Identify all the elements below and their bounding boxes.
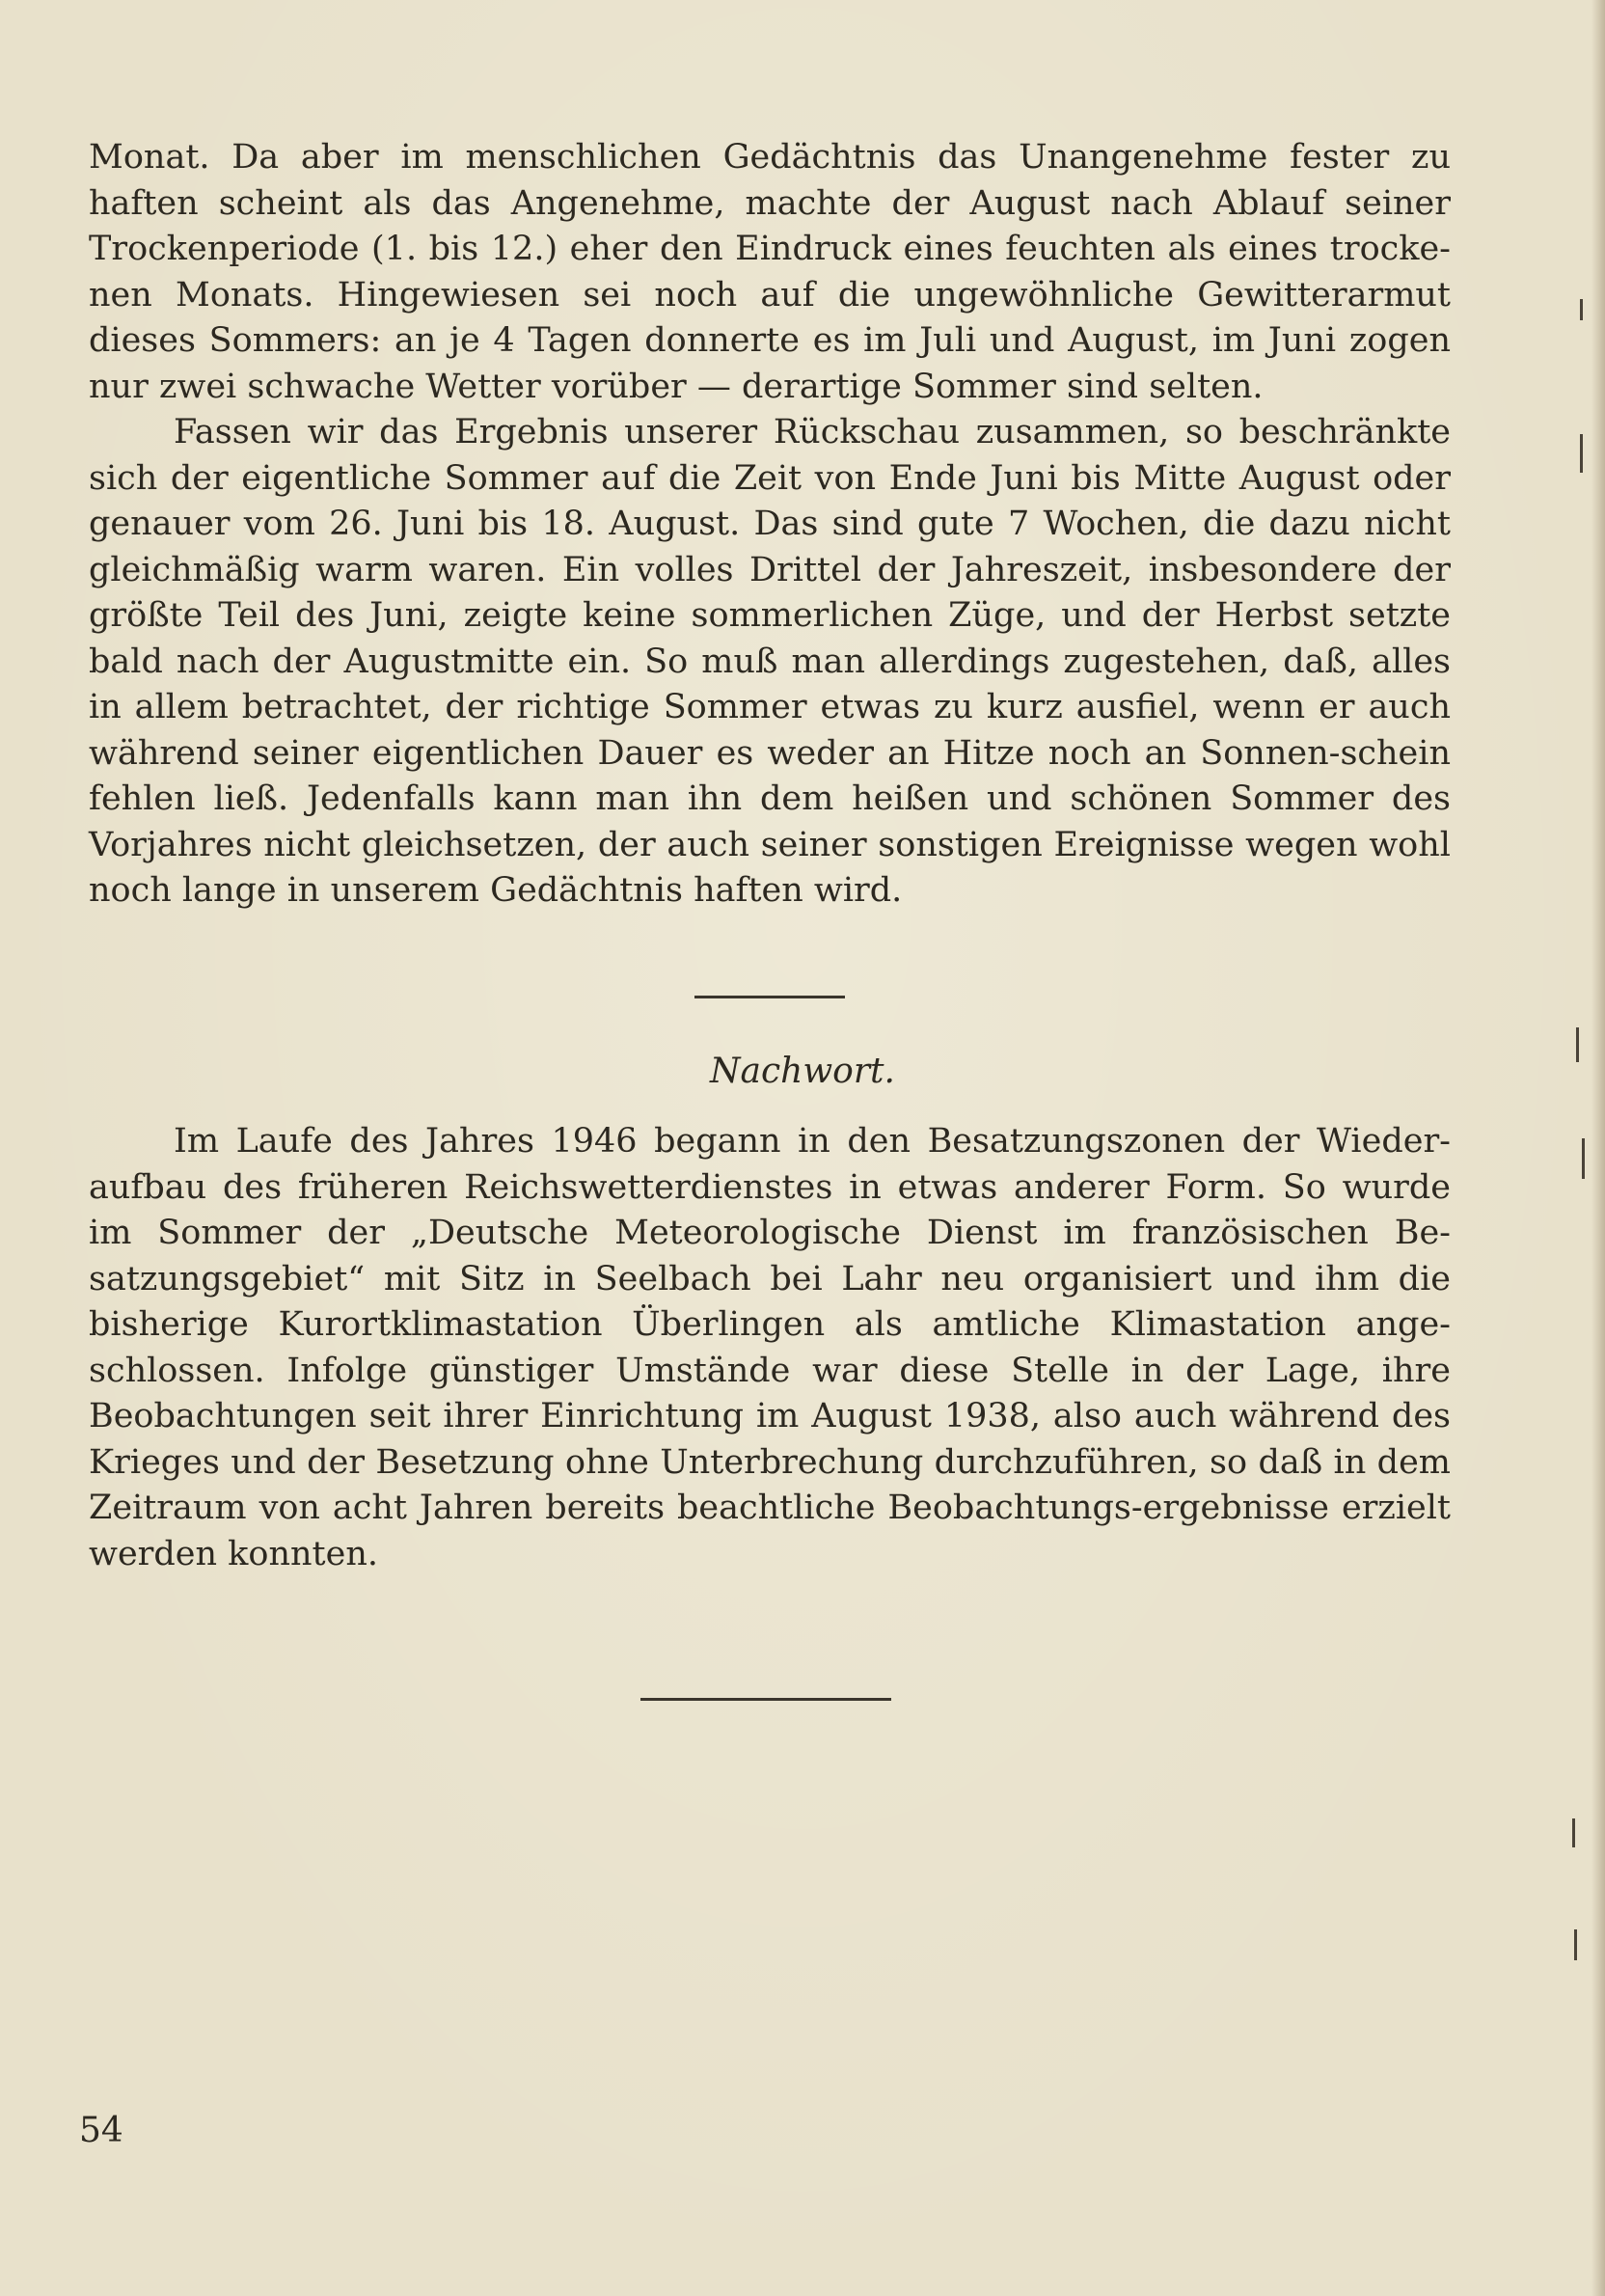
margin-mark [1580,299,1583,320]
margin-mark [1580,434,1583,473]
section-divider-top [694,996,845,998]
page-number: 54 [79,2111,123,2150]
margin-mark [1576,1027,1579,1062]
paragraph-nachwort: Im Laufe des Jahres 1946 begann in den Besatzungszonen der Wieder-aufbau des früheren Reichswetterdienstes in etwas anderer Form. So wurde im Sommer der „Deutsche Meteorologische Dienst im französischen Be-satzungsgebiet“ mit Sitz in Seelbach bei Lahr neu organisiert und ihm die bisherige Kurortklimastation Überlingen als amtliche Klimastation ange-schlossen. Infolge günstiger Umstände war diese Stelle in der Lage, ihre Beobachtungen seit ihrer Einrichtung im August 1938, also auch während des Krieges und der Besetzung ohne Unterbrechung durchzuführen, so daß in dem Zeitraum von acht Jahren bereits beachtliche Beobachtungs-ergebnisse erzielt werden konnten. [89,1122,1451,1573]
section-divider-bottom [640,1698,891,1701]
margin-mark [1582,1138,1585,1179]
body-text-nachwort [89,1119,1451,1577]
body-text-top [89,135,1451,915]
paragraph-summary: Fassen wir das Ergebnis unserer Rückschau zusammen, so beschränkte sich der eigentliche Sommer auf die Zeit von Ende Juni bis Mitte August oder genauer vom 26. Juni bis 18. August. Das sind gute 7 Wochen, die dazu nicht gleichmäßig warm waren. Ein volles Drittel der Jahreszeit, insbesondere der größte Teil des Juni, zeigte keine sommerlichen Züge, und der Herbst setzte bald nach der Augustmitte ein. So muß man allerdings zugestehen, daß, alles in allem betrachtet, der richtige Sommer etwas zu kurz ausfiel, wenn er auch während seiner eigentlichen Dauer es weder an Hitze noch an Sonnen-schein fehlen ließ. Jedenfalls kann man ihn dem heißen und schönen Sommer des Vorjahres nicht gleichsetzen, der auch seiner sonstigen Ereignisse wegen wohl noch lange in unserem Gedächtnis haften wird. [89,413,1451,910]
margin-mark [1572,1818,1575,1847]
page-edge-shadow [1591,0,1605,2296]
section-heading: Nachwort. [710,1052,895,1091]
margin-mark [1574,1929,1577,1960]
paragraph-continuation: Monat. Da aber im menschlichen Gedächtnis das Unangenehme fester zu haften scheint als das Angenehme, machte der August nach Ablauf seiner Trockenperiode (1. bis 12.) eher den Eindruck eines feuchten als eines trocke-nen Monats. Hingewiesen sei noch auf die ungewöhnliche Gewitterarmut dieses Sommers: an je 4 Tagen donnerte es im Juli und August, im Juni zogen nur zwei schwache Wetter vorüber — derartige Sommer sind selten. [89,138,1451,406]
